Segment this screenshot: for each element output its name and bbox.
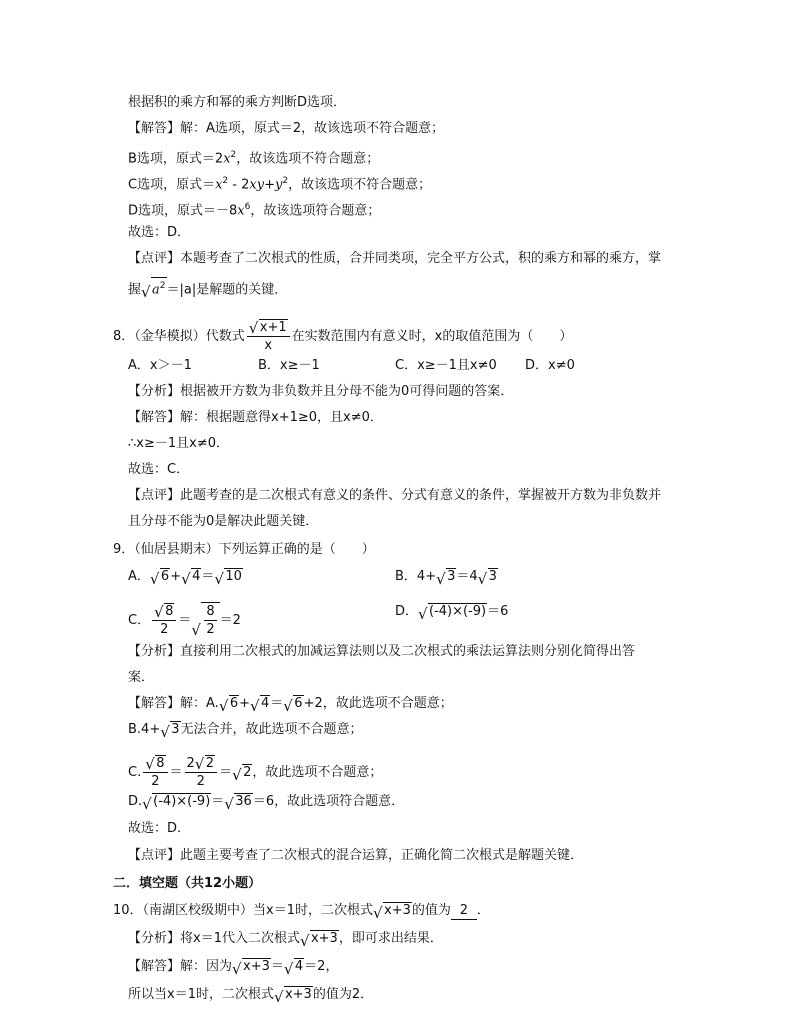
q9-option-c: C． √ $\frac{8}{2}$ ＝ √ $\frac{8}{2}$ ＝2 (128, 602, 241, 638)
q8-choose: 故选：C． (128, 462, 190, 477)
q8-option-b: B．x≥－1 (258, 358, 320, 373)
q7-choose: 故选：D． (128, 225, 191, 240)
q9-answer-b: B.4+√ 3无法合并，故此选项不合题意； (128, 720, 363, 740)
q9-answer-a: 【解答】解：A.√ 6+√ 4＝√ 6+2，故此选项不合题意； (128, 694, 453, 714)
q8-answer: 【解答】解：根据题意得x+1≥0，且x≠0． (128, 410, 383, 425)
q8-option-c: C．x≥－1且x≠0 (395, 358, 497, 373)
q8-fraction: √ $\frac{x+1}{x}$ (247, 319, 290, 354)
q8-review-1: 【点评】此题考查的是二次根式有意义的条件、分式有意义的条件，掌握被开方数为非负数并 (128, 488, 662, 503)
q9-option-a: A．√ 6+√ 4＝√ 10 (128, 567, 243, 587)
q9-head: 9．（仙居县期末）下列运算正确的是（ ） (113, 542, 375, 557)
q7-answer-d: D选项，原式$=-8x^6$，故该选项符合题意； (128, 202, 381, 219)
q10-conclusion: 所以当x＝1时，二次根式√ x+3的值为2． (128, 985, 373, 1005)
q10-answer: 【解答】解：因为√ x+3＝√ 4＝2， (128, 957, 338, 977)
q9-option-d: D．√ (-4)×(-9)＝6 (395, 602, 508, 622)
q9-review: 【点评】此题主要考查了二次根式的混合运算，正确化简二次根式是解题关键． (128, 848, 584, 863)
q10-head: 10．（南湖区校级期中）当x＝1时，二次根式√ x+3的值为 2 ． (113, 901, 490, 921)
q7-review-2: 握√ $a^2=|a|$是解题的关键． (128, 277, 287, 300)
q8-therefore: ∴x≥－1且x≠0． (128, 436, 229, 451)
q9-option-b: B．4+√ 3＝4√ 3 (395, 567, 498, 587)
q8-option-a: A．x＞－1 (128, 358, 192, 373)
q7-review-1: 【点评】本题考查了二次根式的性质，合并同类项，完全平方公式，积的乘方和幂的乘方，掌 (128, 251, 662, 266)
q10-analysis: 【分析】将x＝1代入二次根式√ x+3，即可求出结果． (128, 929, 443, 949)
q8-head: 8．（金华模拟）代数式 √ $\frac{x+1}{x}$ 在实数范围内有意义时，x的取值范围为（ ） (113, 319, 572, 354)
q9-answer-c: C. √ $\frac{8}{2}$ ＝ $\frac{2√ 2}{2}$ ＝√ 2，故此选项不合题意； (128, 755, 382, 790)
q7-answer-b: B选项，原式$=2x^2$，故该选项不符合题意； (128, 150, 380, 167)
q10-answer-blank: 2 (451, 903, 477, 920)
q9-answer-d: D.√ (-4)×(-9)＝√ 36＝6，故此选项符合题意． (128, 792, 404, 812)
q8-review-2: 且分母不能为0是解决此题关键． (128, 514, 319, 529)
q9-analysis-1: 【分析】直接利用二次根式的加减运算法则以及二次根式的乘法运算法则分别化简得出答 (128, 644, 636, 659)
q9-analysis-2: 案． (128, 670, 155, 685)
q7-answer-a: 【解答】解：A选项，原式＝2，故该选项不符合题意； (128, 121, 445, 136)
q8-option-d: D．x≠0 (525, 358, 575, 373)
q7-answer-c: C选项，原式$=x^2 - 2xy+y^2$，故该选项不符合题意； (128, 176, 432, 193)
section-heading: 二．填空题（共12小题） (113, 876, 262, 891)
q8-analysis: 【分析】根据被开方数为非负数并且分母不能为0可得问题的答案． (128, 384, 514, 399)
q9-choose: 故选：D． (128, 821, 191, 836)
sqrt-a-squared: √ $a^2$ (142, 277, 167, 300)
intro-line: 根据积的乘方和幂的乘方判断D选项． (128, 95, 347, 110)
